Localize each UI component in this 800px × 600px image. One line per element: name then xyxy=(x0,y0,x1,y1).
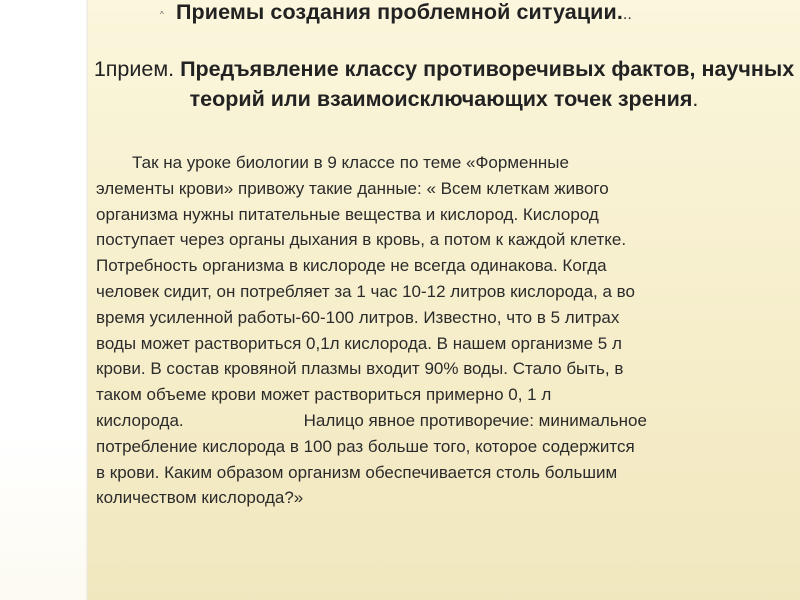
left-margin-fade xyxy=(0,440,88,600)
body-line: человек сидит, он потребляет за 1 час 10-12 литров кислорода, а во xyxy=(96,281,635,301)
subtitle-bold: Предъявление классу противоречивых фактов, научных теорий или взаимоисключающих точек зрения xyxy=(180,57,795,111)
slide-title xyxy=(176,0,736,25)
slide-body xyxy=(96,150,796,511)
slide-subtitle xyxy=(92,54,796,114)
slide-title-text: Приемы создания проблемной ситуации. xyxy=(176,0,623,24)
body-line: количеством кислорода?» xyxy=(96,488,304,508)
body-line-part: Налицо явное противоречие: минимальное xyxy=(303,410,647,430)
slide-title-trail: .. xyxy=(622,6,632,23)
body-line: в крови. Каким образом организм обеспечивается столь большим xyxy=(96,462,618,482)
body-line: время усиленной работы-60-100 литров. Известно, что в 5 литрах xyxy=(96,307,620,327)
title-bullet-mark: ^ xyxy=(160,10,164,19)
body-line: потребление кислорода в 100 раз больше того, которое содержится xyxy=(96,436,635,456)
body-line: Так на уроке биологии в 9 классе по теме «Форменные xyxy=(132,153,569,172)
subtitle-end: . xyxy=(692,87,699,111)
body-line: поступает через органы дыхания в кровь, а потом к каждой клетке. xyxy=(96,230,627,250)
body-line: организма нужны питательные вещества и кислород. Кислород xyxy=(96,204,599,224)
body-line: Потребность организма в кислороде не всегда одинакова. Когда xyxy=(96,256,607,276)
body-line: воды может раствориться 0,1л кислорода. В нашем организме 5 л xyxy=(96,333,622,353)
body-line: таком объеме крови может раствориться примерно 0, 1 л xyxy=(96,385,552,405)
subtitle-lead: 1прием. xyxy=(93,57,175,81)
body-line: элементы крови» привожу такие данные: « Всем клеткам живого xyxy=(96,178,609,198)
body-line-split xyxy=(96,408,796,434)
body-line-part: кислорода. xyxy=(96,410,184,430)
body-line: крови. В состав кровяной плазмы входит 90% воды. Стало быть, в xyxy=(96,359,624,379)
